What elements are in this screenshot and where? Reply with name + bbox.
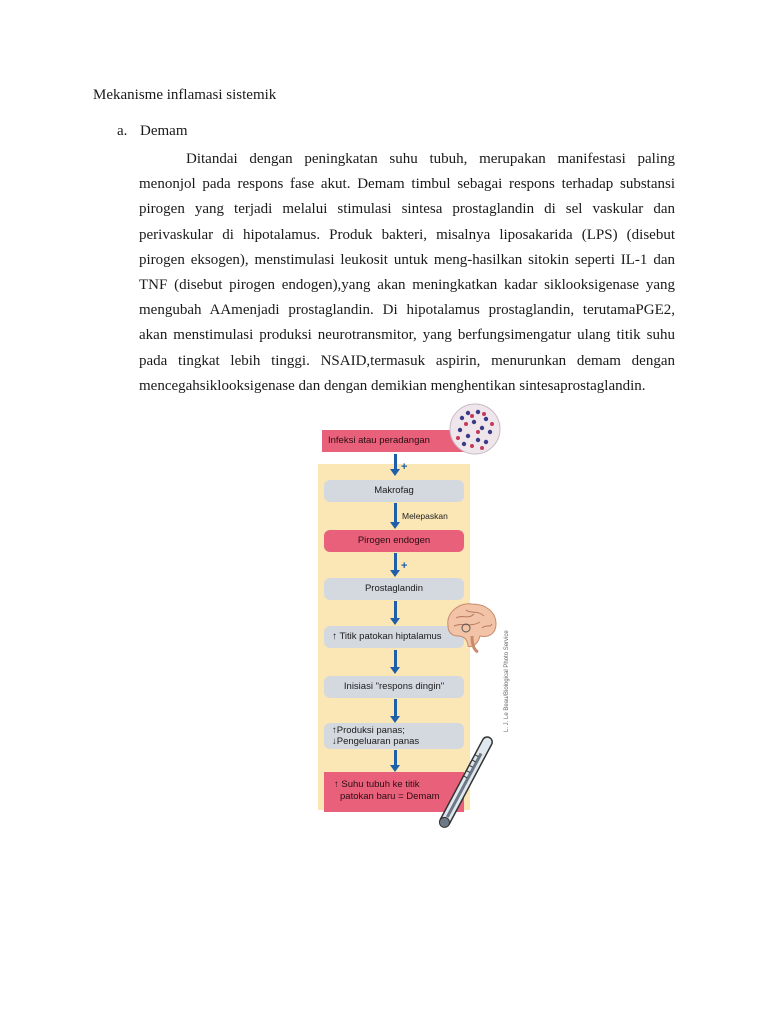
brain-icon <box>442 600 500 652</box>
heat-loss-label: Pengeluaran panas <box>336 736 420 747</box>
heat-production-label: Produksi panas; <box>336 725 405 736</box>
flow-arrow <box>394 750 397 766</box>
decrease-arrow: ↓ <box>332 736 337 747</box>
cold-response-box: Inisiasi "respons dingin" <box>324 676 464 698</box>
flow-arrow <box>394 553 397 571</box>
flow-arrow <box>394 699 397 717</box>
list-marker: a. <box>117 123 128 139</box>
body-temp-line2: patokan baru = Demam <box>340 791 440 802</box>
flow-arrow <box>394 601 397 619</box>
macrophage-box: Makrofag <box>324 480 464 502</box>
prostaglandin-box: Prostaglandin <box>324 578 464 600</box>
fever-mechanism-figure <box>316 402 526 838</box>
flow-arrow <box>394 454 397 470</box>
plus-sign: + <box>401 461 408 473</box>
releases-label: Melepaskan <box>402 511 448 521</box>
list-title: Demam <box>140 123 188 139</box>
thermometer-icon <box>430 730 502 838</box>
section-heading: Mekanisme inflamasi sistemik <box>93 87 277 103</box>
setpoint-label: Titik patokan hiptalamus <box>339 631 442 642</box>
infection-box: Infeksi atau peradangan <box>322 430 468 452</box>
body-temp-line1: Suhu tubuh ke titik <box>341 779 420 790</box>
increase-arrow: ↑ <box>332 725 337 736</box>
flow-arrow <box>394 650 397 668</box>
list-item-demam <box>117 123 187 140</box>
flow-arrow <box>394 503 397 523</box>
increase-arrow: ↑ <box>332 631 337 642</box>
photo-credit: L. J. Le Beau/Biological Photo Service <box>504 630 510 732</box>
endogenous-pyrogen-box: Pirogen endogen <box>324 530 464 552</box>
demam-paragraph: Ditandai dengan peningkatan suhu tubuh, merupakan manifestasi paling menonjol pada respons fase akut. Demam timbul sebagai respons terhadap substansi pirogen yang terjadi melalui stimulasi sintesa prostaglandin di sel vaskular dan perivaskular di hipotalamus. Produk bakteri, misalnya liposakarida (LPS) (disebut pirogen eksogen), menstimulasi leukosit untuk meng-hasilkan sitokin seperti IL-1 dan TNF (disebut pirogen endogen),yang akan meningkatkan kadar siklooksigenase yang mengubah AAmenjadi prostaglandin. Di hipotalamus prostaglandin, terutamaPGE2, akan menstimulasi produksi neurotransmitor, yang berfungsimengatur ulang titik suhu pada tingkat lebih tinggi. NSAID,termasuk aspirin, menurunkan demam dengan mencegahsiklooksigenase dan dengan demikian menghentikan sintesaprostaglandin. <box>139 151 675 394</box>
bacteria-image-icon <box>448 402 502 456</box>
plus-sign: + <box>401 560 408 572</box>
increase-arrow: ↑ <box>334 779 339 790</box>
